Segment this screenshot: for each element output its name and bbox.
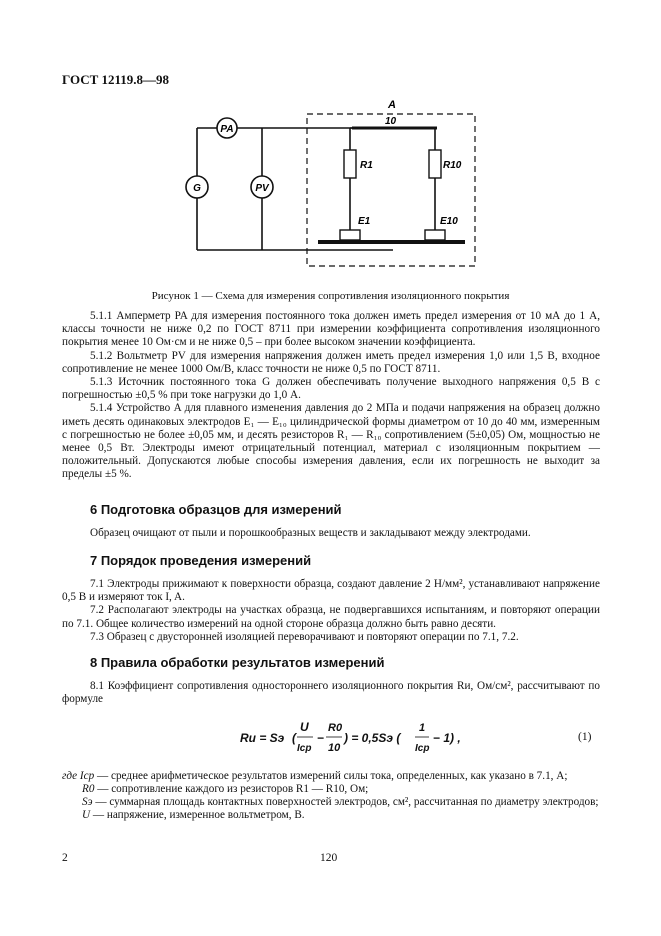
formula-tail: − 1) , xyxy=(433,731,461,745)
figure-caption: Рисунок 1 — Схема для измерения сопротивления изоляционного покрытия xyxy=(151,290,510,302)
section-6-body xyxy=(62,527,600,540)
sample-plate xyxy=(318,240,465,244)
definition-row xyxy=(62,796,600,809)
definition-row xyxy=(62,783,600,796)
section-5-body xyxy=(62,310,600,482)
label-pa: PA xyxy=(220,124,234,135)
section-7-heading: 7 Порядок проведения измерений xyxy=(90,553,312,568)
page-number-center: 120 xyxy=(320,852,338,864)
definition-row xyxy=(62,809,600,822)
paragraph-6: Образец очищают от пыли и порошкообразных веществ и закладывают между электродами. xyxy=(90,527,531,539)
formula-1 xyxy=(240,718,570,762)
paragraph-5-1-2: 5.1.2 Вольтметр PV для измерения напряжения должен иметь предел измерения 1,0 или 1,5 В, входное сопротивление не менее 1000 Ом/В, класс точности не ниже 0,5 по ГОСТ 8711. xyxy=(62,349,600,375)
svg-text:−: − xyxy=(317,731,325,745)
svg-text:(: ( xyxy=(292,731,296,745)
label-pv: PV xyxy=(255,183,269,194)
circuit-diagram xyxy=(0,0,661,290)
frac2-num: R0 xyxy=(328,722,343,734)
paragraph-8-1: 8.1 Коэффициент сопротивления одностороннего изоляционного покрытия Rи, Ом/см², рассчитывают по формуле xyxy=(62,680,600,706)
paragraph-7-1: 7.1 Электроды прижимают к поверхности образца, создают давление 2 Н/мм², устанавливают напряжение 0,5 В и измеряют ток I, A. xyxy=(62,578,600,604)
document-header: ГОСТ 12119.8—98 xyxy=(62,72,170,87)
definition-term: U xyxy=(82,809,91,821)
definition-row xyxy=(62,770,600,783)
formula-lhs: Rи = Sэ xyxy=(240,731,285,745)
symbol-definitions xyxy=(62,770,600,822)
paragraph-7-2: 7.2 Располагают электроды на участках образца, не подвергавшихся испытаниям, и повторяют операции по 7.1. Общее количество измерений на одной стороне образца должно быть равно десяти. xyxy=(62,604,600,630)
section-8-body xyxy=(62,680,600,706)
paragraph-5-1-3: 5.1.3 Источник постоянного тока G должен обеспечивать получение выходного напряжения 0,5 В с погрешностью ±0,5 % при токе нагрузки до 1,0 А. xyxy=(62,376,600,402)
definition-term: R0 xyxy=(82,783,95,795)
label-a: A xyxy=(388,99,396,111)
label-r10: R10 xyxy=(443,160,462,171)
formula-middle: ) = 0,5Sэ ( xyxy=(344,731,401,745)
frac3-den: Iср xyxy=(415,743,430,754)
paragraph-7-3: 7.3 Образец с двусторонней изоляцией переворачивают и повторяют операции по 7.1, 7.2. xyxy=(90,630,519,643)
definition-text: — сопротивление каждого из резисторов R1 — R10, Ом; xyxy=(97,783,369,795)
definition-term: где Iср xyxy=(62,770,95,782)
definition-term: Sэ xyxy=(82,796,93,808)
section-7-body xyxy=(62,578,600,644)
label-g: G xyxy=(193,183,201,194)
label-e10: E10 xyxy=(440,216,458,227)
frac2-den: 10 xyxy=(328,742,341,754)
frac3-num: 1 xyxy=(419,722,426,734)
paragraph-5-1-4: 5.1.4 Устройство A для плавного изменения давления до 2 МПа и подачи напряжения на образец должно иметь десять одинаковых электродов E₁ — E₁₀ цилиндрической формы диаметром от 10 до 40 мм, измеренным с погрешностью не более ±0,05 мм, и десять резисторов R₁ — R₁₀ сопротивлением (5±0,05) Ом, мощностью не менее 0,5 Вт. Электроды имеют отрицательный потенциал, материал с изоляционным покрытием — положительный. Допускаются любые способы измерения давления, если их погрешность не выходит за пределы ±5 %. xyxy=(62,402,600,481)
frac1-num: U xyxy=(300,720,309,734)
label-ten: 10 xyxy=(385,116,397,127)
formula-number: (1) xyxy=(578,731,592,743)
label-e1: E1 xyxy=(358,216,371,227)
definition-text: — напряжение, измеренное вольтметром, В. xyxy=(92,809,305,821)
section-6-heading: 6 Подготовка образцов для измерений xyxy=(90,502,342,517)
paragraph-5-1-1: 5.1.1 Амперметр PA для измерения постоянного тока должен иметь предел измерения от 10 мА до 1 А, классы точности не ниже 0,2 по ГОСТ 8711 при измерении коэффициента сопротивления изоляционного покрытия менее 10 Ом·см и не ниже 0,5 – при более высоком значении коэффициента. xyxy=(62,310,600,349)
section-8-heading: 8 Правила обработки результатов измерений xyxy=(90,655,385,670)
definition-text: — среднее арифметическое результатов измерений силы тока, определенных, как указано в 7.1, А; xyxy=(97,770,568,782)
formula-graphic xyxy=(240,718,570,758)
frac1-den: Iср xyxy=(297,743,312,754)
page-number-left: 2 xyxy=(62,852,68,864)
definition-text: — суммарная площадь контактных поверхностей электродов, см², рассчитанная по диаметру электродов; xyxy=(95,796,599,808)
label-r1: R1 xyxy=(360,160,373,171)
